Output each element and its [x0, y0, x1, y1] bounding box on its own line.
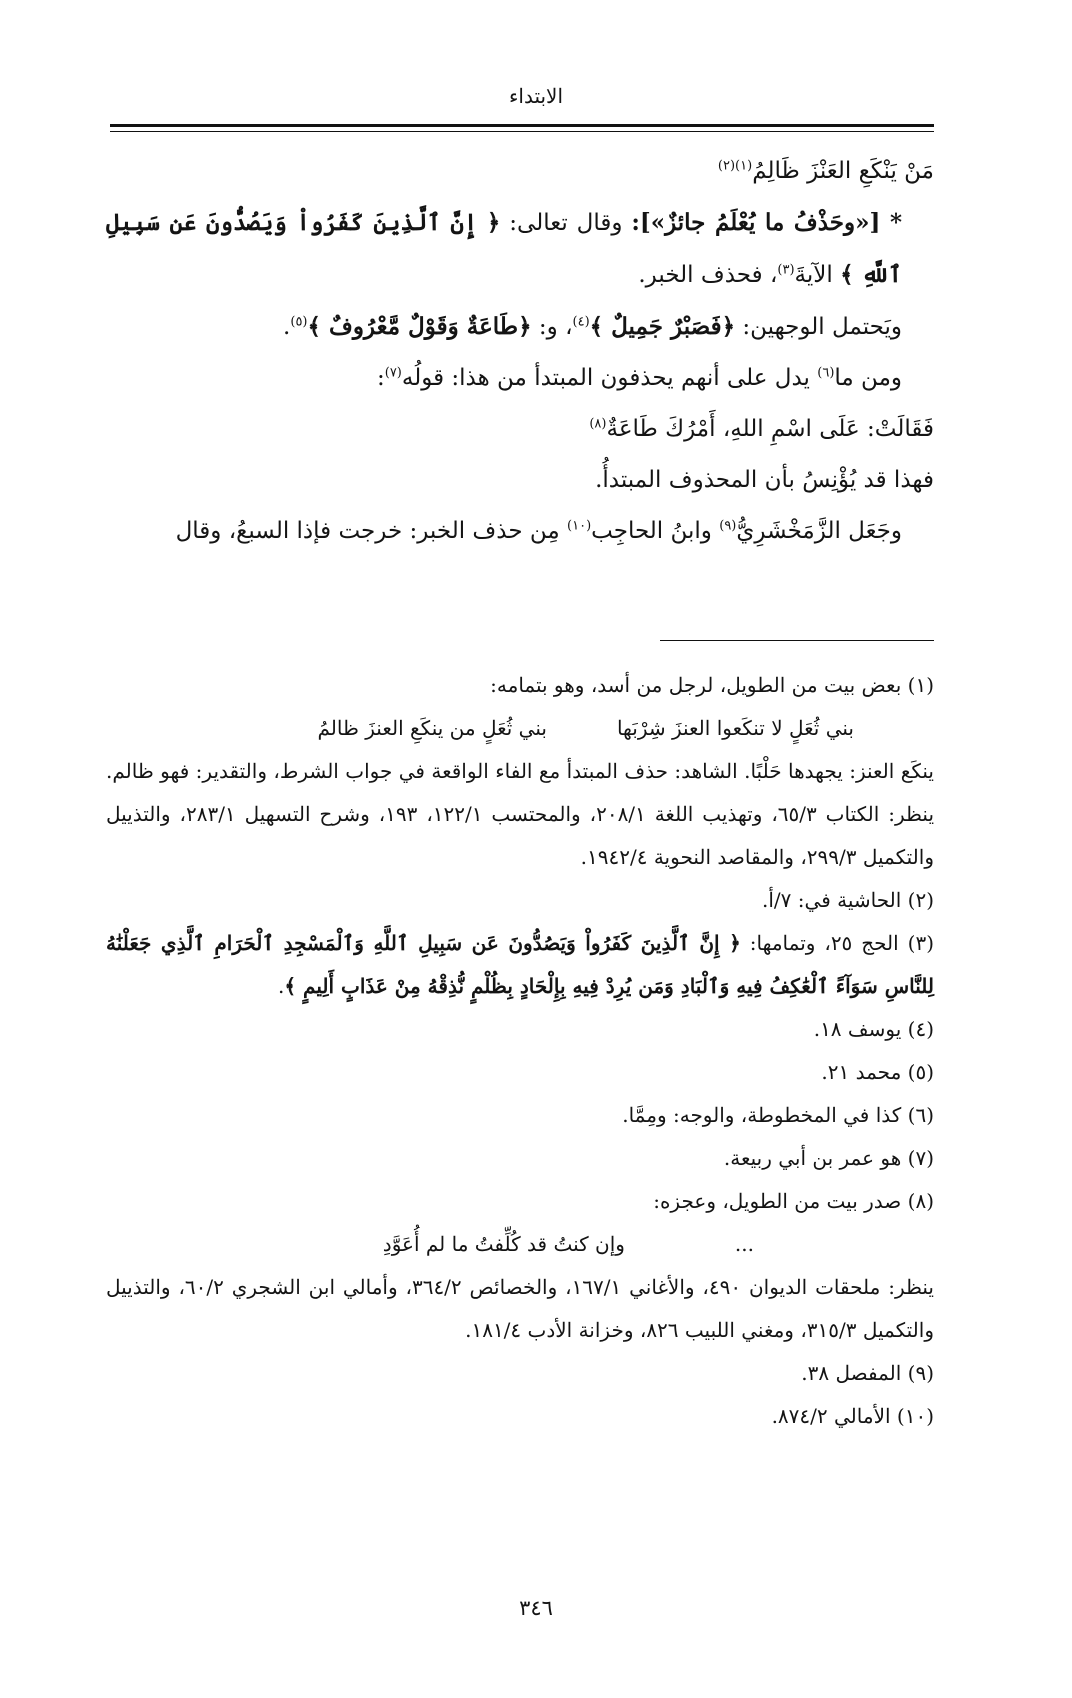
- paragraph-text: ، فحذف الخبر.: [638, 262, 778, 288]
- paragraph-text: الآيةَ: [794, 262, 833, 288]
- poem-ellipsis: ...: [734, 1232, 754, 1256]
- quran-quote: ﴿طَاعَةٌ وَقَوْلٌ مَّعْرُوفٌ ﴾: [307, 313, 532, 340]
- footnote-ref[interactable]: (٨): [589, 416, 607, 432]
- header-rule-thick: [110, 124, 934, 127]
- paragraph-3: [106, 353, 934, 404]
- main-text: [106, 146, 934, 557]
- footnote-text: (٣) الحج ٢٥، وتمامها:: [749, 931, 934, 955]
- paragraph-text: ، و:: [538, 314, 573, 340]
- footnote-separator: [660, 640, 934, 641]
- footnote-5: (٥) محمد ٢١.: [821, 1060, 934, 1084]
- footnote-7: (٧) هو عمر بن أبي ربيعة.: [723, 1146, 934, 1170]
- footnote-6: (٦) كذا في المخطوطة، والوجه: ومِمَّا.: [622, 1103, 934, 1127]
- rule-heading: * [«وحَذْفُ ما يُعْلَمُ جائزٌ»]:: [631, 209, 902, 236]
- footnote-9: (٩) المفصل ٣٨.: [801, 1361, 934, 1385]
- footnote-1-poem: [106, 707, 934, 750]
- footnote-ref[interactable]: (١)(٢): [717, 158, 753, 174]
- paragraph-text: وقال تعالى:: [509, 210, 623, 236]
- poem-hemistich-left: بني ثُعَلٍ من ينكَعِ العنزَ ظالمُ: [317, 716, 547, 740]
- footnote-4: (٤) يوسف ١٨.: [813, 1017, 934, 1041]
- paragraph-text: .: [283, 314, 291, 340]
- poem-hemistich-right: بني ثُعَلٍ لا تنكَعوا العنزَ شِرْبَها: [616, 716, 854, 740]
- footnote-8-poem: [106, 1223, 934, 1266]
- header-rule-thin: [110, 131, 934, 132]
- footnote-ref[interactable]: (٣): [777, 262, 795, 278]
- footnote-ref[interactable]: (٤): [572, 314, 590, 330]
- paragraph-5: [106, 506, 934, 557]
- paragraph-text: :: [376, 365, 385, 391]
- footnote-2: (٢) الحاشية في: ٧/أ.: [762, 888, 934, 912]
- verse-text: مَنْ يَنْكَعِ العَنْزَ ظَالِمُ: [752, 158, 934, 184]
- footnote-ref[interactable]: (١٠): [567, 518, 592, 534]
- paragraph-text: ومن ما: [834, 365, 902, 391]
- paragraph-text: مِن حذف الخبر: خرجت فإذا السبعُ، وقال: [175, 518, 568, 544]
- page-number: ٣٤٦: [519, 1596, 553, 1620]
- quran-quote: ﴿ إِنَّ ٱلَّذِينَ كَفَرُواْ وَيَصُدُّونَ عَن سَبِيلِ ٱللَّهِ وَٱلْمَسْجِدِ ٱلْحَرَامِ ٱلَّذِي جَعَلْنَٰهُ لِلنَّاسِ سَوَآءً ٱلْعَٰكِفُ فِيهِ وَٱلْبَادِ وَمَن يُرِدْ فِيهِ بِإِلْحَادٍ بِظُلْمٍ نُّذِقْهُ مِنْ عَذَابٍ أَلِيمٍ ﴾: [106, 931, 934, 998]
- verse-line-1: [106, 146, 934, 197]
- paragraph-2: [106, 301, 934, 353]
- footnote-8-body: ينظر: ملحقات الديوان ٤٩٠، والأغاني ١٦٧/١، والخصائص ٣٦٤/٢، وأمالي ابن الشجري ٦٠/٢، والتذييل والتكميل ٣١٥/٣، ومغني اللبيب ٨٢٦، وخزانة الأدب ١٨١/٤.: [106, 1275, 934, 1342]
- paragraph-text: ويَحتمل الوجهين:: [742, 314, 902, 340]
- footnote-8: (٨) صدر بيت من الطويل، وعجزه:: [653, 1189, 934, 1213]
- verse-text: فَقَالَتْ: عَلَى اسْمِ اللهِ، أَمْرُكَ طَاعَةٌ: [606, 416, 934, 442]
- footnote-1-body: ينكَع العنز: يجهدها حَلْبًا. الشاهد: حذف المبتدأ مع الفاء الواقعة في جواب الشرط، والتقدير: فهو ظالم. ينظر: الكتاب ٦٥/٣، وتهذيب اللغة ٢٠٨/١، والمحتسب ١٢٢/١، ١٩٣، وشرح التسهيل ٢٨٣/١، والتذييل والتكميل ٢٩٩/٣، والمقاصد النحوية ١٩٤٢/٤.: [106, 759, 935, 869]
- paragraph-text: يدل على أنهم يحذفون المبتدأ من هذا: قولُه: [401, 365, 818, 391]
- footnote-3: [106, 922, 934, 1008]
- quran-quote: ﴿فَصَبْرٌ جَمِيلٌ ﴾: [589, 313, 736, 340]
- paragraph-text: وجَعَل الزَّمَخْشَرِيُّ: [736, 518, 902, 544]
- quran-quote: ﴿ إِنَّ ٱلَّذِينَ كَفَرُواْ وَيَصُدُّونَ عَن سَبِيلِ ٱللَّهِ ﴾: [106, 209, 902, 288]
- footnote-ref[interactable]: (٥): [290, 314, 308, 330]
- footnote-10: (١٠) الأمالي ٨٧٤/٢.: [771, 1404, 934, 1428]
- paragraph-text: وابنُ الحاجِب: [591, 518, 720, 544]
- footnote-ref[interactable]: (٦): [817, 365, 835, 381]
- footnote-1: (١) بعض بيت من الطويل، لرجل من أسد، وهو بتمامه:: [490, 673, 934, 697]
- footnote-text: .: [278, 974, 285, 998]
- running-header: الابتداء: [508, 84, 564, 108]
- paragraph-4: فهذا قد يُؤْنِسُ بأن المحذوف المبتدأُ.: [595, 467, 934, 493]
- verse-line-2: [106, 404, 934, 455]
- paragraph-1: [106, 197, 934, 301]
- poem-hemistich-left: وإن كنتُ قد كُلِّفتُ ما لم أُعَوَّدِ: [382, 1232, 625, 1256]
- footnotes: [106, 664, 934, 1438]
- footnote-ref[interactable]: (٧): [384, 365, 402, 381]
- footnote-ref[interactable]: (٩): [719, 518, 737, 534]
